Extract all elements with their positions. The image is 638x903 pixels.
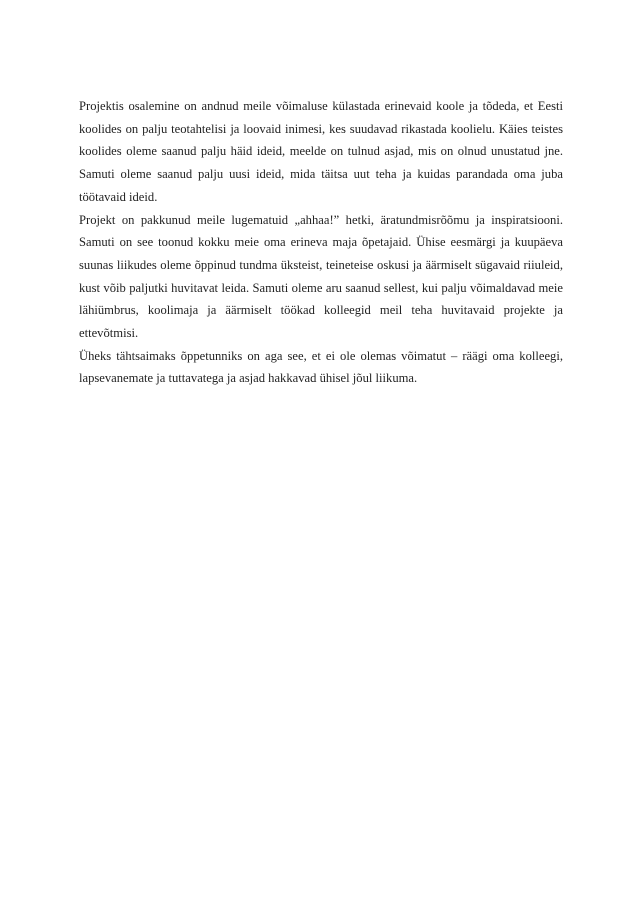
paragraph-1: Projektis osalemine on andnud meile võimaluse külastada erinevaid koole ja tõdeda, et Eesti koolides on palju teotahtelisi ja loovaid inimesi, kes suudavad rikastada koolielu. Käies teistes koolides oleme saanud palju häid ideid, meelde on tulnud asjad, mis on olnud unustatud jne. Samuti oleme saanud palju uusi ideid, mida täitsa uut teha ja kuidas parandada oma juba töötavaid ideid.: [79, 99, 563, 204]
paragraph-2: Projekt on pakkunud meile lugematuid „ahhaa!” hetki, äratundmisrõõmu ja inspiratsiooni. Samuti on see toonud kokku meie oma erineva maja õpetajaid. Ühise eesmärgi ja kuupäeva suunas liikudes oleme õppinud tundma üksteist, teineteise oskusi ja äärmiselt sügavaid riiuleid, kust võib paljutki huvitavat leida. Samuti oleme aru saanud sellest, kui palju võimaldavad meie lähiümbrus, koolimaja ja äärmiselt töökad kolleegid meil teha huvitavaid projekte ja ettevõtmisi.: [79, 212, 563, 341]
paragraph-3: Üheks tähtsaimaks õppetunniks on aga see, et ei ole olemas võimatut – räägi oma kolleegi, lapsevanemate ja tuttavatega ja asjad hakkavad ühisel jõul liikuma.: [79, 348, 563, 386]
body-text: [79, 95, 563, 390]
